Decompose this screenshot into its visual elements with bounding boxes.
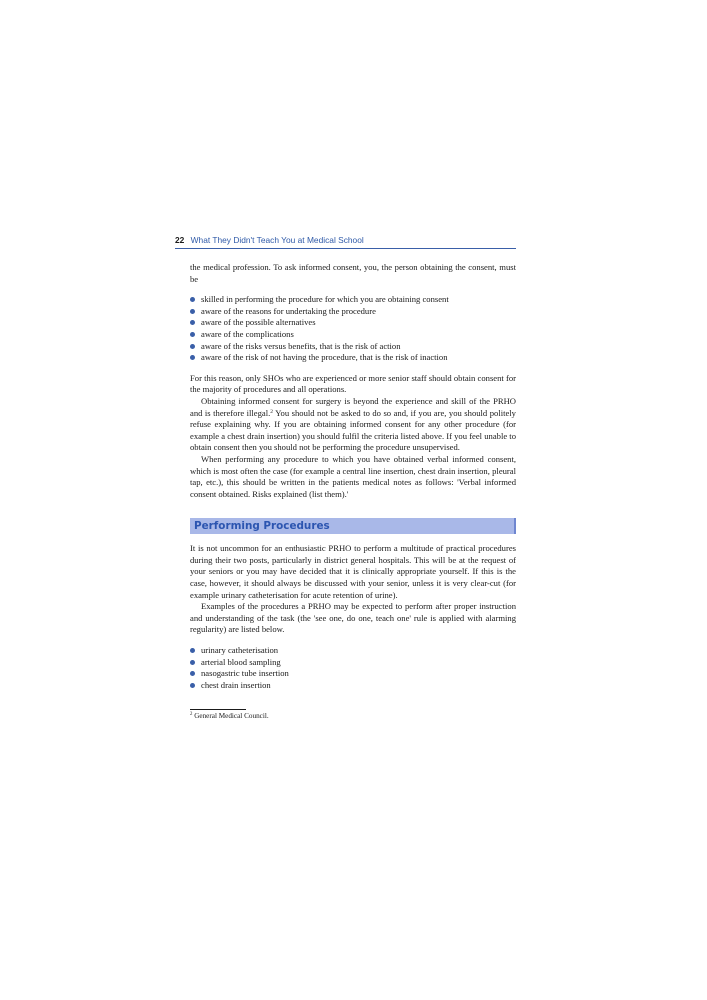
footnote-divider <box>190 709 246 710</box>
list-item: chest drain insertion <box>190 680 516 692</box>
intro-paragraph: the medical profession. To ask informed consent, you, the person obtaining the consent, must be <box>190 262 516 284</box>
bullet-icon <box>190 344 195 349</box>
list-item: aware of the risk of not having the procedure, that is the risk of inaction <box>190 352 516 364</box>
page-number: 22 <box>175 235 185 245</box>
main-text <box>190 262 516 721</box>
paragraph: When performing any procedure to which you have obtained verbal informed consent, which is most often the case (for example a central line insertion, chest drain insertion, pleural tap, etc.), this should be written in the patients medical notes as follows: 'Verbal informed consent obtained. Risks explained (list them).' <box>190 453 516 499</box>
list-item: aware of the reasons for undertaking the procedure <box>190 306 516 318</box>
bullet-icon <box>190 297 195 302</box>
bullet-icon <box>190 660 195 665</box>
bullet-icon <box>190 320 195 325</box>
bullet-icon <box>190 309 195 314</box>
bullet-icon <box>190 683 195 688</box>
bullet-icon <box>190 332 195 337</box>
consent-criteria-list <box>190 294 516 364</box>
list-item: urinary catheterisation <box>190 645 516 657</box>
running-head <box>175 234 516 249</box>
paragraph: For this reason, only SHOs who are experienced or more senior staff should obtain consent for the majority of procedures and all operations. <box>190 372 516 395</box>
footnote-number: 2 <box>190 712 193 718</box>
list-item: aware of the possible alternatives <box>190 317 516 329</box>
footnote <box>190 711 516 721</box>
list-item: arterial blood sampling <box>190 657 516 669</box>
bullet-icon <box>190 671 195 676</box>
list-item: aware of the complications <box>190 329 516 341</box>
paragraph: It is not uncommon for an enthusiastic PRHO to perform a multitude of practical procedures during their two posts, particularly in district general hospitals. This will be at the request of your seniors or you may have decided that it is clinically appropriate yourself. If this is the case, however, it should always be discussed with your senior, unless it is very clear-cut (for example urinary catheterisation for acute retention of urine). <box>190 543 516 600</box>
bullet-icon <box>190 355 195 360</box>
procedures-list <box>190 645 516 691</box>
paragraph: Examples of the procedures a PRHO may be expected to perform after proper instruction and understanding of the task (the 'see one, do one, teach one' rule is applied with alarming regularity) are listed below. <box>190 601 516 635</box>
book-title: What They Didn't Teach You at Medical School <box>190 235 364 245</box>
list-item: aware of the risks versus benefits, that is the risk of action <box>190 341 516 353</box>
paragraph: Obtaining informed consent for surgery is beyond the experience and skill of the PRHO and is therefore illegal.$^2$ You should not be asked to do so and, if you are, you should politely refuse explaining why. If you are obtaining informed consent for any other procedure (for example a chest drain insertion) you should fulfil the criteria listed above. If you feel unable to obtain consent then you should not be performing the procedure unsupervised. <box>190 395 516 453</box>
footnote-reference: 2 <box>270 408 274 415</box>
bullet-icon <box>190 648 195 653</box>
list-item: skilled in performing the procedure for which you are obtaining consent <box>190 294 516 306</box>
section-heading: Performing Procedures <box>190 518 516 534</box>
list-item: nasogastric tube insertion <box>190 668 516 680</box>
footnote-text: General Medical Council. <box>194 712 269 721</box>
